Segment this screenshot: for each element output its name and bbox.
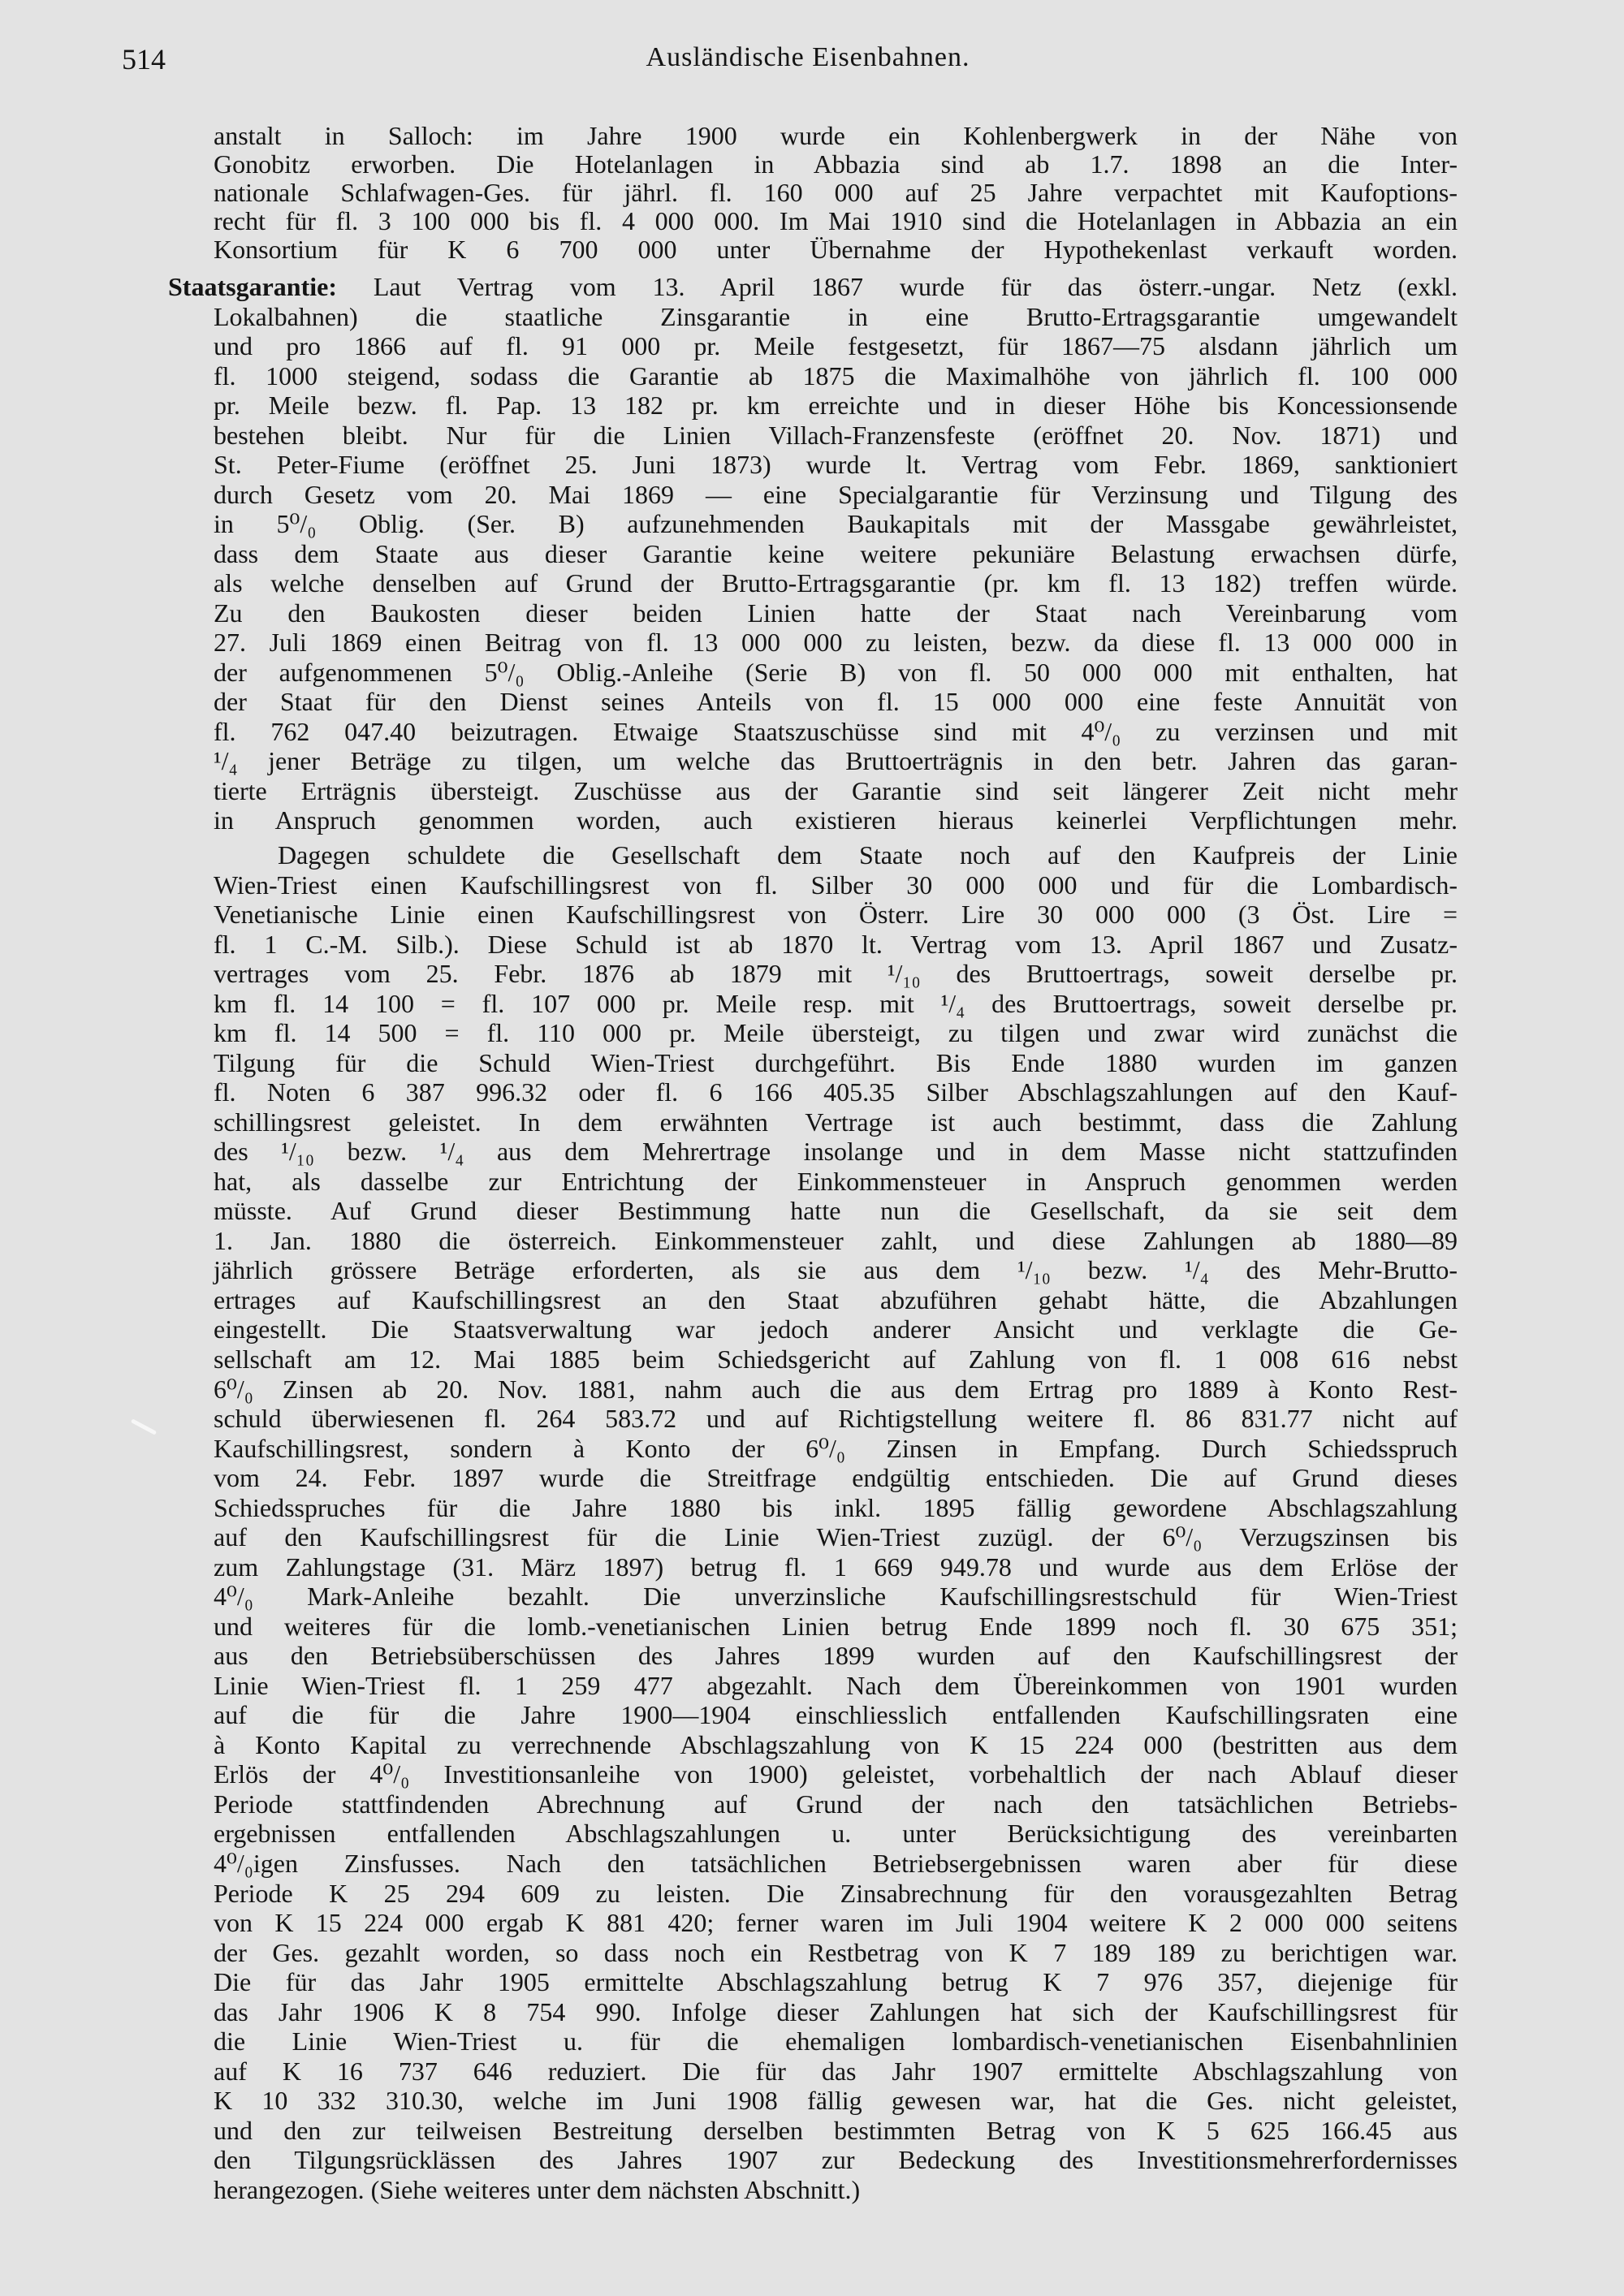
line-text: ertrages auf Kaufschillingsrest an den Staat abzuführen gehabt hätte, die Abzahlungen — [214, 1284, 1458, 1314]
line-text: in 5⁰/₀ Oblig. (Ser. B) aufzunehmenden Baukapitals mit der Massgabe gewährleistet, — [214, 509, 1458, 538]
line-text: eingestellt. Die Staatsverwaltung war jedoch anderer Ansicht und verklagte die Ge- — [214, 1314, 1458, 1344]
line-text: recht für fl. 3 100 000 bis fl. 4 000 000. Im Mai 1910 sind die Hotelanlagen in Abbazia an ein — [214, 206, 1458, 235]
text-line — [214, 568, 1458, 598]
line-text: Tilgung für die Schuld Wien-Triest durchgeführt. Bis Ende 1880 wurden im ganzen — [214, 1047, 1458, 1077]
line-text: sellschaft am 12. Mai 1885 beim Schiedsgericht auf Zahlung von fl. 1 008 616 nebst — [214, 1344, 1458, 1374]
text-line — [214, 391, 1458, 420]
text-line — [214, 1789, 1458, 1819]
text-line — [214, 480, 1458, 509]
text-line — [214, 1730, 1458, 1759]
line-text: Die für das Jahr 1905 ermittelte Abschlagszahlung betrug K 7 976 357, diejenige für — [214, 1967, 1458, 1997]
text-line — [214, 1344, 1458, 1374]
line-text: vertrages vom 25. Febr. 1876 ab 1879 mit ¹/₁₀ des Bruttoertrags, soweit derselbe pr. — [214, 959, 1458, 989]
running-title: Ausländische Eisenbahnen. — [646, 42, 970, 72]
line-text: auf K 16 737 646 reduziert. Die für das Jahr 1907 ermittelte Abschlagszahlung von — [214, 2056, 1458, 2086]
line-text: von K 15 224 000 ergab K 881 420; ferner waren im Juli 1904 weitere K 2 000 000 seitens — [214, 1908, 1458, 1938]
text-line — [214, 1522, 1458, 1552]
line-text: auf den Kaufschillingsrest für die Linie Wien-Triest zuzügl. der 6⁰/₀ Verzugszinsen bis — [214, 1522, 1458, 1552]
text-line — [214, 717, 1458, 746]
line-text: vom 24. Febr. 1897 wurde die Streitfrage endgültig entschieden. Die auf Grund dieses — [214, 1463, 1458, 1493]
text-line — [278, 840, 1458, 870]
line-text: nationale Schlafwagen-Ges. für jährl. fl. 160 000 auf 25 Jahre verpachtet mit Kaufoptions- — [214, 178, 1458, 207]
line-text: schuld überwiesenen fl. 264 583.72 und auf Richtigstellung weitere fl. 86 831.77 nicht auf — [214, 1404, 1458, 1434]
line-text: Periode stattfindenden Abrechnung auf Grund der nach den tatsächlichen Betriebs- — [214, 1789, 1458, 1819]
line-text: herangezogen. (Siehe weiteres unter dem nächsten Abschnitt.) — [214, 2174, 861, 2204]
line-text: 27. Juli 1869 einen Beitrag von fl. 13 000 000 zu leisten, bezw. da diese fl. 13 000 000 in — [214, 628, 1458, 657]
line-text: Zu den Baukosten dieser beiden Linien hatte der Staat nach Vereinbarung vom — [214, 598, 1458, 628]
page-number: 514 — [122, 43, 166, 76]
text-line — [214, 235, 1458, 264]
text-line — [214, 1641, 1458, 1670]
line-text: 1. Jan. 1880 die österreich. Einkommensteuer zahlt, und diese Zahlungen ab 1880—89 — [214, 1225, 1458, 1255]
text-line — [214, 1018, 1458, 1047]
text-line — [214, 2116, 1458, 2145]
text-line — [214, 1819, 1458, 1848]
line-text: K 10 332 310.30, welche im Juni 1908 fällig gewesen war, hat die Ges. nicht geleistet, — [214, 2086, 1458, 2116]
line-text: schillingsrest geleistet. In dem erwähnten Vertrage ist auch bestimmt, dass die Zahlung — [214, 1107, 1458, 1137]
text-line — [214, 1048, 1458, 1077]
line-text: aus den Betriebsüberschüssen des Jahres 1899 wurden auf den Kaufschillingsrest der — [214, 1641, 1458, 1671]
text-line — [214, 1582, 1458, 1611]
line-text: anstalt in Salloch: im Jahre 1900 wurde ein Kohlenbergwerk in der Nähe von — [214, 121, 1458, 150]
text-line — [214, 598, 1458, 628]
line-text: dass dem Staate aus dieser Garantie keine weitere pekuniäre Belastung erwachsen dürfe, — [214, 538, 1458, 568]
text-line — [214, 2056, 1458, 2086]
text-line — [214, 421, 1458, 450]
text-line — [214, 509, 1458, 538]
line-text: km fl. 14 500 = fl. 110 000 pr. Meile übersteigt, zu tilgen und zwar wird zunächst die — [214, 1018, 1458, 1048]
line-text: bestehen bleibt. Nur für die Linien Villach-Franzensfeste (eröffnet 20. Nov. 1871) und — [214, 420, 1458, 450]
text-line — [214, 1434, 1458, 1463]
text-line — [214, 1938, 1458, 1967]
line-text: 4⁰/₀igen Zinsfusses. Nach den tatsächlichen Betriebsergebnissen waren aber für diese — [214, 1849, 1458, 1879]
line-text: Kaufschillingsrest, sondern à Konto der 6⁰/₀ Zinsen in Empfang. Durch Schiedsspruch — [214, 1433, 1458, 1463]
line-text: und pro 1866 auf fl. 91 000 pr. Meile festgesetzt, für 1867—75 alsdann jährlich um — [214, 331, 1458, 360]
text-line — [214, 2145, 1458, 2174]
text-line — [214, 539, 1458, 568]
line-text: à Konto Kapital zu verrechnende Abschlagszahlung von K 15 224 000 (bestritten aus dem — [214, 1729, 1458, 1759]
text-line — [214, 1997, 1458, 2026]
text-line — [214, 776, 1458, 805]
text-line — [214, 2086, 1458, 2115]
line-text: km fl. 14 100 = fl. 107 000 pr. Meile resp. mit ¹/₄ des Bruttoertrags, soweit derselbe pr. — [214, 988, 1458, 1018]
text-line — [214, 450, 1458, 479]
line-text: Lokalbahnen) die staatliche Zinsgarantie in eine Brutto-Ertragsgarantie umgewandelt — [214, 301, 1458, 331]
line-text: des ¹/₁₀ bezw. ¹/₄ aus dem Mehrertrage insolange und in dem Masse nicht stattzufinden — [214, 1137, 1458, 1167]
line-text: Gonobitz erworben. Die Hotelanlagen in Abbazia sind ab 1.7. 1898 an die Inter- — [214, 149, 1458, 179]
line-text: fl. 1000 steigend, sodass die Garantie ab 1875 die Maximalhöhe von jährlich fl. 100 000 — [214, 360, 1458, 391]
text-line — [214, 1759, 1458, 1789]
text-line — [214, 121, 1458, 150]
text-line — [214, 1077, 1458, 1107]
line-text: Linie Wien-Triest fl. 1 259 477 abgezahlt. Nach dem Übereinkommen von 1901 wurden — [214, 1670, 1458, 1700]
line-text: auf die für die Jahre 1900—1904 einschliesslich entfallenden Kaufschillingsraten eine — [214, 1700, 1458, 1730]
line-text: Schiedsspruches für die Jahre 1880 bis inkl. 1895 fällig gewordene Abschlagszahlung — [214, 1492, 1458, 1522]
line-text: zum Zahlungstage (31. März 1897) betrug fl. 1 669 949.78 und wurde aus dem Erlöse der — [214, 1552, 1458, 1582]
text-line — [214, 1196, 1458, 1225]
text-line — [214, 1167, 1458, 1196]
text-line — [214, 178, 1458, 207]
text-line — [214, 1612, 1458, 1641]
text-line — [214, 2175, 1458, 2204]
text-line — [214, 149, 1458, 179]
line-text: ergebnissen entfallenden Abschlagszahlungen u. unter Berücksichtigung des vereinbarten — [214, 1819, 1458, 1849]
text-line — [214, 1493, 1458, 1522]
text-line — [214, 687, 1458, 716]
text-line — [214, 1137, 1458, 1166]
text-line — [214, 1671, 1458, 1700]
text-line — [214, 1404, 1458, 1433]
text-line — [214, 1226, 1458, 1255]
scan-artifact — [131, 1418, 157, 1435]
text-line — [214, 1908, 1458, 1937]
line-text: 6⁰/₀ Zinsen ab 20. Nov. 1881, nahm auch die aus dem Ertrag pro 1889 à Konto Rest- — [214, 1374, 1458, 1404]
line-text: fl. 1 C.-M. Silb.). Diese Schuld ist ab 1870 lt. Vertrag vom 13. April 1867 und Zusatz- — [214, 929, 1458, 959]
text-line — [214, 1107, 1458, 1137]
line-text: St. Peter-Fiume (eröffnet 25. Juni 1873) wurde lt. Vertrag vom Febr. 1869, sanktioniert — [214, 450, 1458, 479]
line-text: als welche denselben auf Grund der Brutto-Ertragsgarantie (pr. km fl. 13 182) treffen würde. — [214, 568, 1458, 598]
line-text: jährlich grössere Beträge erforderten, als sie aus dem ¹/₁₀ bezw. ¹/₄ des Mehr-Brutto- — [214, 1255, 1458, 1285]
line-text: tierte Erträgnis übersteigt. Zuschüsse aus der Garantie sind seit längerer Zeit nicht mehr — [214, 775, 1458, 805]
text-line — [214, 331, 1458, 360]
text-line — [214, 805, 1458, 835]
line-text: Dagegen schuldete die Gesellschaft dem Staate noch auf den Kaufpreis der Linie — [278, 840, 1458, 870]
text-line — [214, 2026, 1458, 2056]
line-text: der Staat für den Dienst seines Anteils von fl. 15 000 000 eine feste Annuität von — [214, 687, 1458, 716]
text-line — [214, 1700, 1458, 1729]
text-line — [214, 746, 1458, 775]
line-text: durch Gesetz vom 20. Mai 1869 — eine Specialgarantie für Verzinsung und Tilgung des — [214, 479, 1458, 509]
line-text: Konsortium für K 6 700 000 unter Übernahme der Hypothekenlast verkauft worden. — [214, 235, 1458, 264]
line-text: die Linie Wien-Triest u. für die ehemaligen lombardisch-venetianischen Eisenbahnlinien — [214, 2026, 1458, 2056]
text-line — [214, 1849, 1458, 1878]
line-text: den Tilgungsrücklässen des Jahres 1907 zur Bedeckung des Investitionsmehrerfordernisses — [214, 2145, 1458, 2175]
text-line — [214, 302, 1458, 331]
text-line — [214, 361, 1458, 391]
line-text: das Jahr 1906 K 8 754 990. Infolge dieser Zahlungen hat sich der Kaufschillingsrest für — [214, 1996, 1458, 2026]
line-text: der aufgenommenen 5⁰/₀ Oblig.-Anleihe (Serie B) von fl. 50 000 000 mit enthalten, hat — [214, 657, 1458, 687]
text-line — [214, 900, 1458, 929]
text-line — [214, 1314, 1458, 1344]
text-line — [214, 1375, 1458, 1404]
text-line — [214, 930, 1458, 959]
line-text: Laut Vertrag vom 13. April 1867 wurde für das österr.-ungar. Netz (exkl. — [373, 272, 1458, 301]
line-text: Erlös der 4⁰/₀ Investitionsanleihe von 1900) geleistet, vorbehaltlich der nach Ablauf dieser — [214, 1759, 1458, 1789]
text-line — [214, 1879, 1458, 1908]
line-text: der Ges. gezahlt worden, so dass noch ein Restbetrag von K 7 189 189 zu berichtigen war. — [214, 1937, 1458, 1967]
line-text: Wien-Triest einen Kaufschillingsrest von fl. Silber 30 000 000 und für die Lombardisch- — [214, 870, 1458, 900]
line-text: 4⁰/₀ Mark-Anleihe bezahlt. Die unverzinsliche Kaufschillingsrestschuld für Wien-Triest — [214, 1582, 1458, 1612]
text-line — [214, 658, 1458, 687]
line-text: fl. Noten 6 387 996.32 oder fl. 6 166 405.35 Silber Abschlagszahlungen auf den Kauf- — [214, 1077, 1458, 1107]
line-text: pr. Meile bezw. fl. Pap. 13 182 pr. km erreichte und in dieser Höhe bis Koncessionsende — [214, 391, 1458, 420]
text-line — [168, 272, 1458, 301]
line-text: ¹/₄ jener Beträge zu tilgen, um welche das Bruttoerträgnis in den betr. Jahren das garan- — [214, 746, 1458, 775]
text-line — [214, 1552, 1458, 1582]
line-text: Venetianische Linie einen Kaufschillingsrest von Österr. Lire 30 000 000 (3 Öst. Lire = — [214, 900, 1458, 930]
text-line — [214, 959, 1458, 988]
text-line — [214, 628, 1458, 657]
text-line — [214, 1463, 1458, 1492]
text-line — [214, 870, 1458, 900]
line-text: Periode K 25 294 609 zu leisten. Die Zinsabrechnung für den vorausgezahlten Betrag — [214, 1878, 1458, 1908]
line-text: müsste. Auf Grund dieser Bestimmung hatte nun die Gesellschaft, da sie seit dem — [214, 1196, 1458, 1226]
text-line — [214, 1967, 1458, 1996]
line-text: fl. 762 047.40 beizutragen. Etwaige Staatszuschüsse sind mit 4⁰/₀ zu verzinsen und mit — [214, 716, 1458, 746]
text-line — [214, 206, 1458, 235]
line-text: hat, als dasselbe zur Entrichtung der Einkommensteuer in Anspruch genommen werden — [214, 1166, 1458, 1196]
line-text: und weiteres für die lomb.-venetianischen Linien betrug Ende 1899 noch fl. 30 675 351; — [214, 1611, 1458, 1641]
line-text: und den zur teilweisen Bestreitung derselben bestimmten Betrag von K 5 625 166.45 aus — [214, 2115, 1458, 2145]
text-line — [214, 1285, 1458, 1314]
line-text: in Anspruch genommen worden, auch existieren hieraus keinerlei Verpflichtungen mehr. — [214, 805, 1458, 835]
section-heading: Staatsgarantie: — [168, 272, 337, 301]
text-line — [214, 1255, 1458, 1284]
text-line — [214, 989, 1458, 1018]
